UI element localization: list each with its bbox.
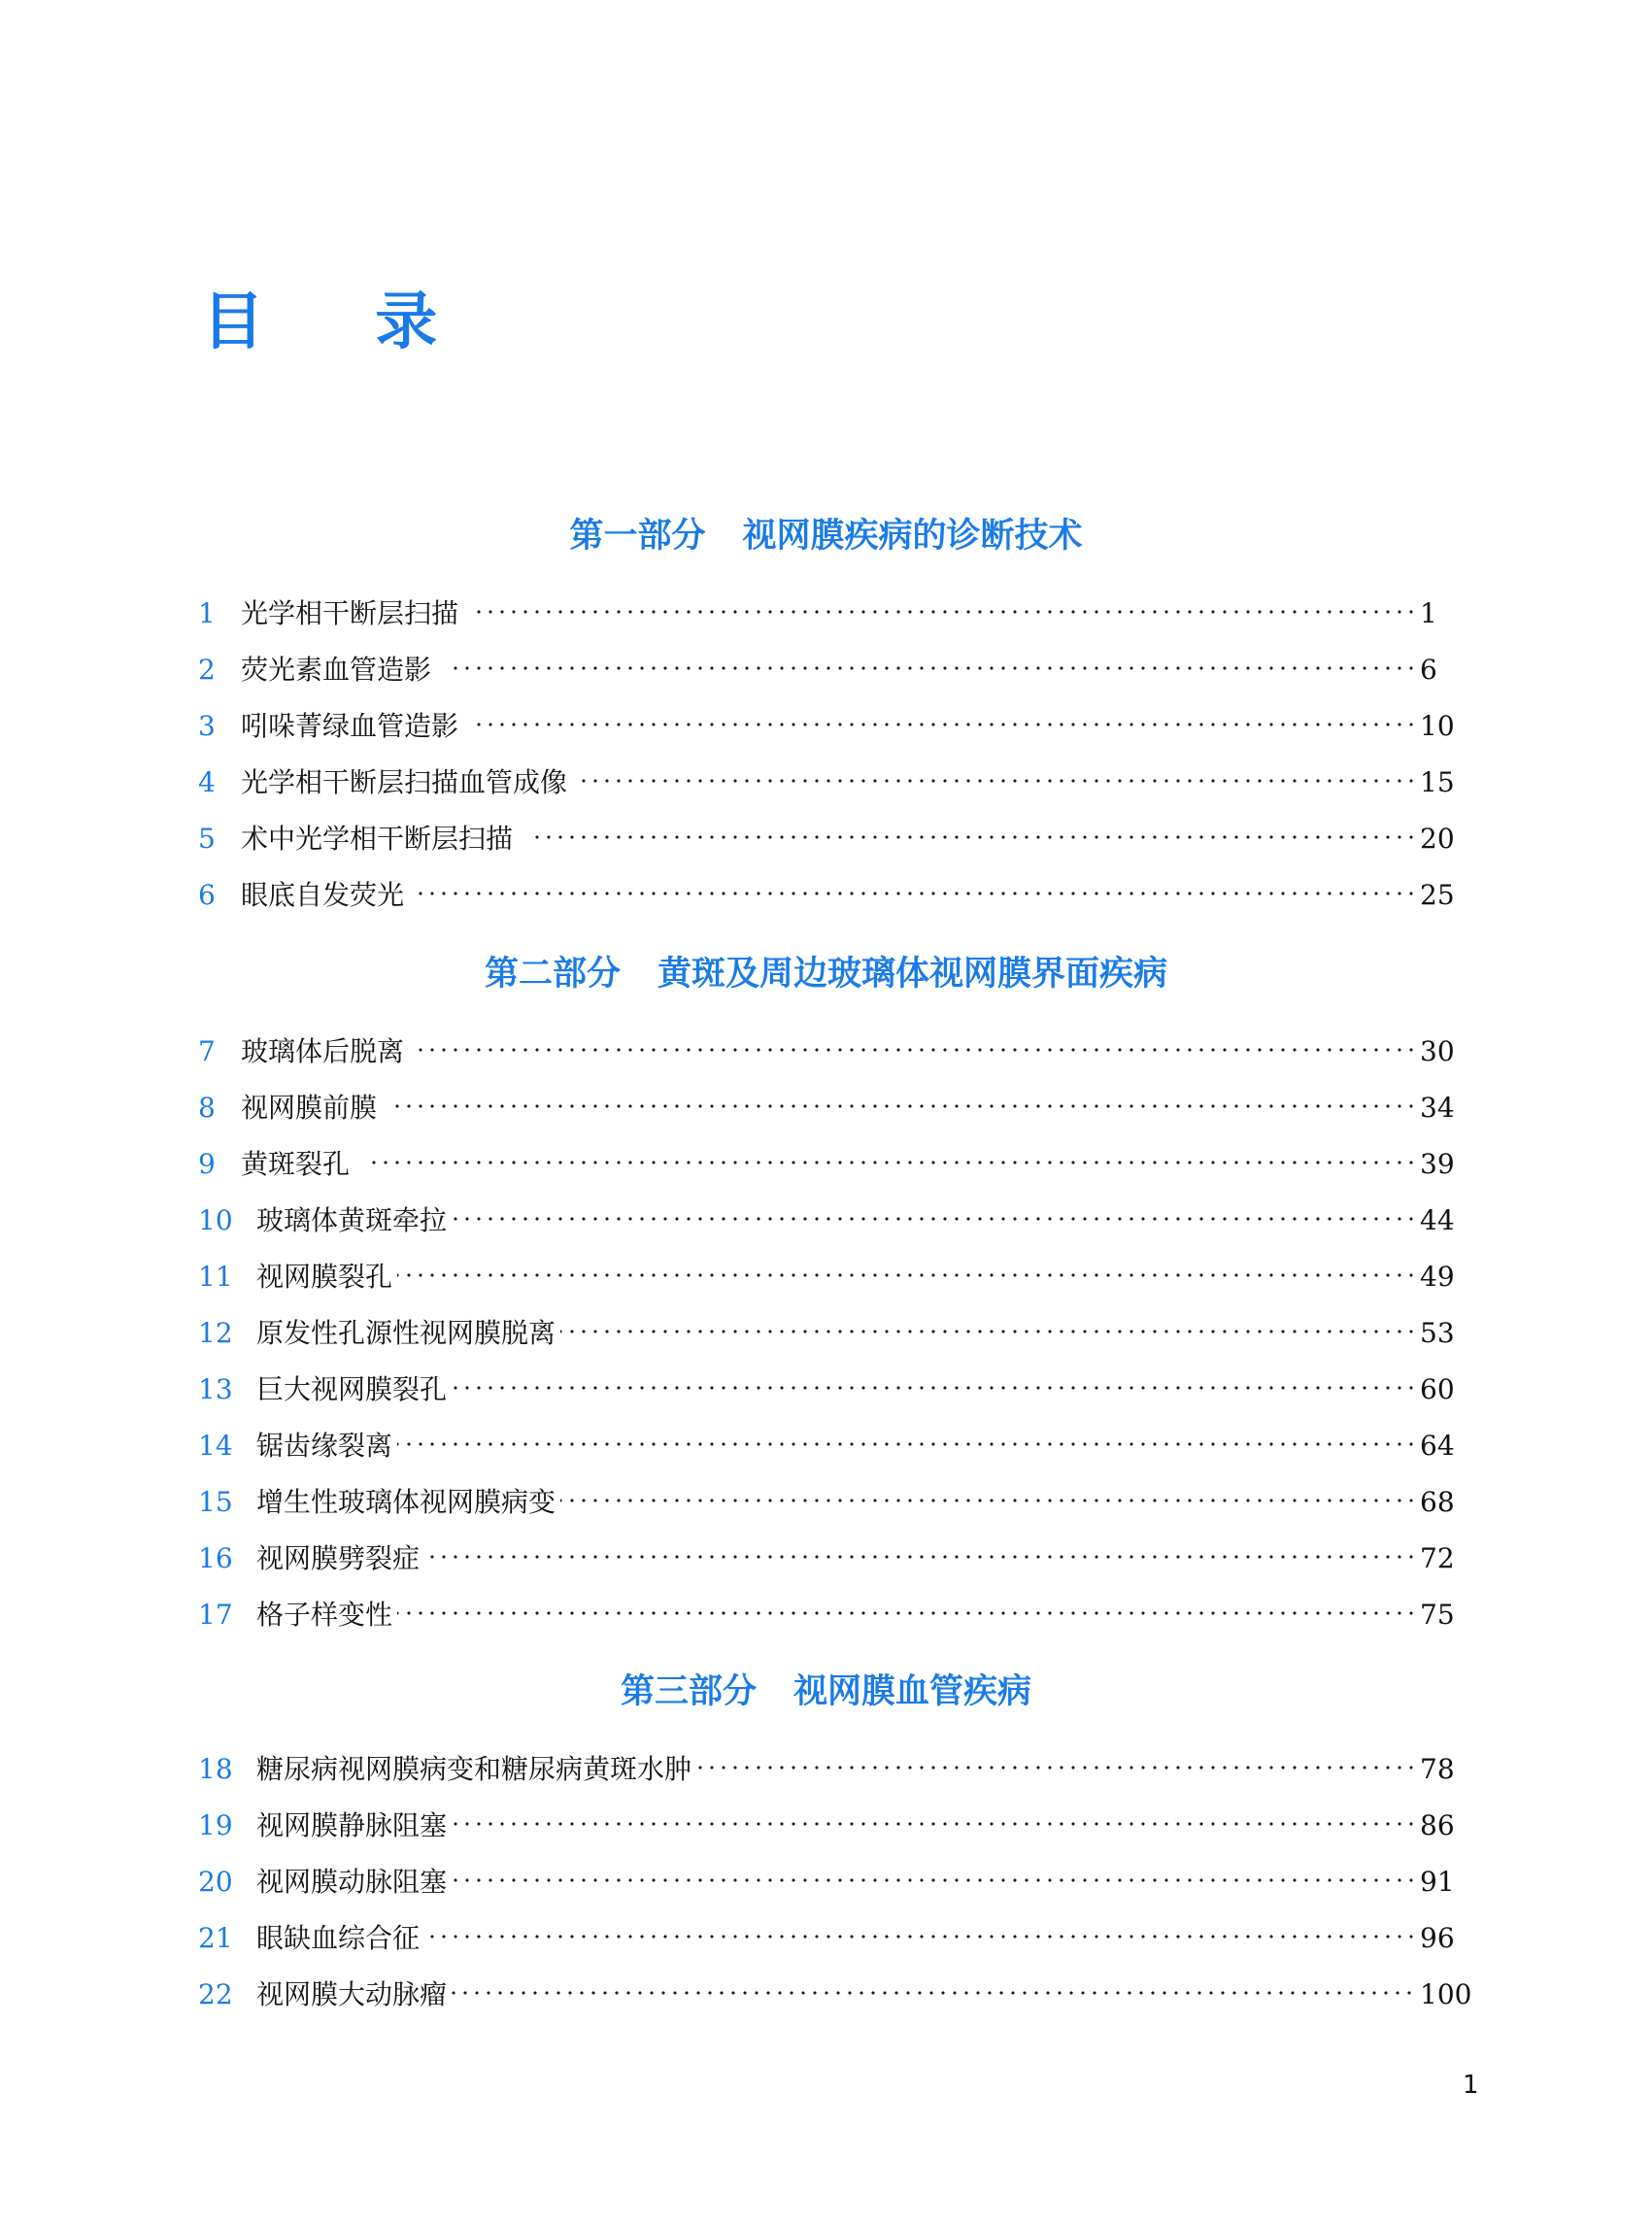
- toc-entry[interactable]: [0, 872, 1652, 919]
- entry-number: 12: [198, 1317, 233, 1349]
- entry-number: 21: [198, 1922, 233, 1954]
- entry-number: 4: [198, 766, 216, 798]
- toc-entry[interactable]: [0, 816, 1652, 862]
- entry-title: 荧光素血管造影: [241, 654, 432, 686]
- toc-entry[interactable]: [0, 1803, 1652, 1849]
- toc-entry[interactable]: [0, 1423, 1652, 1469]
- entry-title: 视网膜静脉阻塞: [256, 1809, 448, 1841]
- dot-leader: [419, 891, 1417, 896]
- entry-page-number: 25: [1420, 879, 1455, 911]
- entry-title: 眼底自发荧光: [241, 879, 405, 911]
- toc-entry[interactable]: [0, 1254, 1652, 1300]
- entry-number: 5: [198, 823, 216, 855]
- entry-page-number: 20: [1420, 823, 1455, 855]
- entry-title: 视网膜动脉阻塞: [256, 1866, 448, 1898]
- dot-leader: [452, 1877, 1417, 1883]
- entry-number: 13: [198, 1373, 233, 1405]
- entry-title: 增生性玻璃体视网膜病变: [256, 1486, 556, 1518]
- part-label: 第二部分: [484, 955, 621, 994]
- entry-page-number: 86: [1420, 1809, 1455, 1841]
- entry-number: 3: [198, 710, 216, 742]
- dot-leader: [452, 1385, 1417, 1391]
- dot-leader: [452, 1821, 1417, 1827]
- entry-page-number: 78: [1420, 1753, 1455, 1785]
- dot-leader: [452, 1990, 1415, 1996]
- toc-entry[interactable]: [0, 1746, 1652, 1793]
- entry-number: 19: [198, 1809, 233, 1841]
- dot-leader: [696, 1765, 1417, 1771]
- entry-title: 玻璃体黄斑牵拉: [256, 1204, 448, 1236]
- dot-leader: [560, 1498, 1417, 1503]
- page-number: 1: [1463, 2071, 1479, 2100]
- entry-number: 2: [198, 654, 216, 686]
- entry-title: 视网膜裂孔: [256, 1261, 393, 1293]
- entry-number: 6: [198, 879, 216, 911]
- entry-title: 原发性孔源性视网膜脱离: [256, 1317, 556, 1349]
- entry-title: 视网膜前膜: [241, 1092, 378, 1124]
- entry-page-number: 49: [1420, 1261, 1455, 1293]
- entry-number: 11: [198, 1261, 233, 1293]
- toc-entry[interactable]: [0, 1141, 1652, 1188]
- entry-number: 8: [198, 1092, 216, 1124]
- entry-number: 1: [198, 597, 216, 629]
- entry-number: 17: [198, 1599, 233, 1631]
- entry-page-number: 60: [1420, 1373, 1455, 1405]
- dot-leader: [424, 1554, 1417, 1560]
- entry-title: 巨大视网膜裂孔: [256, 1373, 448, 1405]
- toc-entry[interactable]: [0, 1197, 1652, 1244]
- entry-page-number: 30: [1420, 1035, 1455, 1067]
- entry-title: 锯齿缘裂离: [256, 1430, 393, 1462]
- dot-leader: [397, 1272, 1417, 1278]
- part-title: 视网膜疾病的诊断技术: [742, 517, 1083, 556]
- entry-number: 22: [198, 1978, 233, 2010]
- entry-page-number: 75: [1420, 1599, 1455, 1631]
- dot-leader: [419, 1047, 1417, 1053]
- part-heading: [0, 1669, 1652, 1715]
- dot-leader: [560, 1329, 1417, 1334]
- entry-title: 糖尿病视网膜病变和糖尿病黄斑水肿: [256, 1753, 692, 1785]
- entry-number: 10: [198, 1204, 233, 1236]
- toc-entry[interactable]: [0, 1915, 1652, 1962]
- entry-page-number: 68: [1420, 1486, 1455, 1518]
- entry-page-number: 34: [1420, 1092, 1455, 1124]
- part-title: 视网膜血管疾病: [793, 1672, 1032, 1711]
- entry-page-number: 44: [1420, 1204, 1455, 1236]
- toc-entry[interactable]: [0, 1029, 1652, 1075]
- dot-leader: [527, 834, 1417, 840]
- toc-entry[interactable]: [0, 759, 1652, 806]
- toc-entry[interactable]: [0, 1479, 1652, 1526]
- entry-title: 术中光学相干断层扫描: [241, 823, 514, 855]
- part-heading: [0, 951, 1652, 997]
- entry-title: 视网膜大动脉瘤: [256, 1978, 448, 2010]
- entry-title: 格子样变性: [256, 1599, 393, 1631]
- entry-page-number: 100: [1420, 1978, 1472, 2010]
- entry-page-number: 72: [1420, 1542, 1455, 1574]
- toc-title: 目 录: [202, 287, 483, 358]
- toc-entry[interactable]: [0, 1366, 1652, 1413]
- dot-leader: [473, 722, 1417, 727]
- entry-number: 15: [198, 1486, 233, 1518]
- dot-leader: [452, 1216, 1417, 1222]
- entry-number: 9: [198, 1148, 216, 1180]
- dot-leader: [397, 1610, 1417, 1616]
- toc-entry[interactable]: [0, 1859, 1652, 1906]
- entry-number: 14: [198, 1430, 233, 1462]
- entry-title: 光学相干断层扫描血管成像: [241, 766, 568, 798]
- dot-leader: [397, 1441, 1417, 1447]
- entry-page-number: 15: [1420, 766, 1455, 798]
- dot-leader: [473, 609, 1417, 615]
- entry-page-number: 64: [1420, 1430, 1455, 1462]
- entry-page-number: 53: [1420, 1317, 1455, 1349]
- toc-entry[interactable]: [0, 1085, 1652, 1131]
- entry-number: 7: [198, 1035, 216, 1067]
- toc-entry[interactable]: [0, 590, 1652, 637]
- entry-page-number: 39: [1420, 1148, 1455, 1180]
- entry-title: 光学相干断层扫描: [241, 597, 459, 629]
- entry-page-number: 96: [1420, 1922, 1455, 1954]
- toc-entry[interactable]: [0, 1972, 1652, 2018]
- part-label: 第三部分: [620, 1672, 757, 1711]
- entry-title: 视网膜劈裂症: [256, 1542, 421, 1574]
- toc-entry[interactable]: [0, 647, 1652, 693]
- entry-title: 吲哚菁绿血管造影: [241, 710, 459, 742]
- entry-page-number: 91: [1420, 1866, 1455, 1898]
- dot-leader: [391, 1103, 1417, 1109]
- part-title: 黄斑及周边玻璃体视网膜界面疾病: [657, 955, 1168, 994]
- entry-title: 玻璃体后脱离: [241, 1035, 405, 1067]
- toc-entry[interactable]: [0, 1535, 1652, 1582]
- toc-entry[interactable]: [0, 703, 1652, 750]
- entry-number: 18: [198, 1753, 233, 1785]
- entry-number: 16: [198, 1542, 233, 1574]
- entry-number: 20: [198, 1866, 233, 1898]
- entry-page-number: 1: [1420, 597, 1437, 629]
- entry-page-number: 6: [1420, 654, 1437, 686]
- dot-leader: [364, 1160, 1417, 1165]
- dot-leader: [446, 665, 1417, 671]
- part-heading: [0, 513, 1652, 559]
- toc-entry[interactable]: [0, 1592, 1652, 1638]
- toc-entry[interactable]: [0, 1310, 1652, 1357]
- entry-title: 眼缺血综合征: [256, 1922, 421, 1954]
- part-label: 第一部分: [569, 517, 706, 556]
- entry-title: 黄斑裂孔: [241, 1148, 351, 1180]
- entry-page-number: 10: [1420, 710, 1455, 742]
- dot-leader: [424, 1934, 1417, 1939]
- dot-leader: [582, 778, 1417, 784]
